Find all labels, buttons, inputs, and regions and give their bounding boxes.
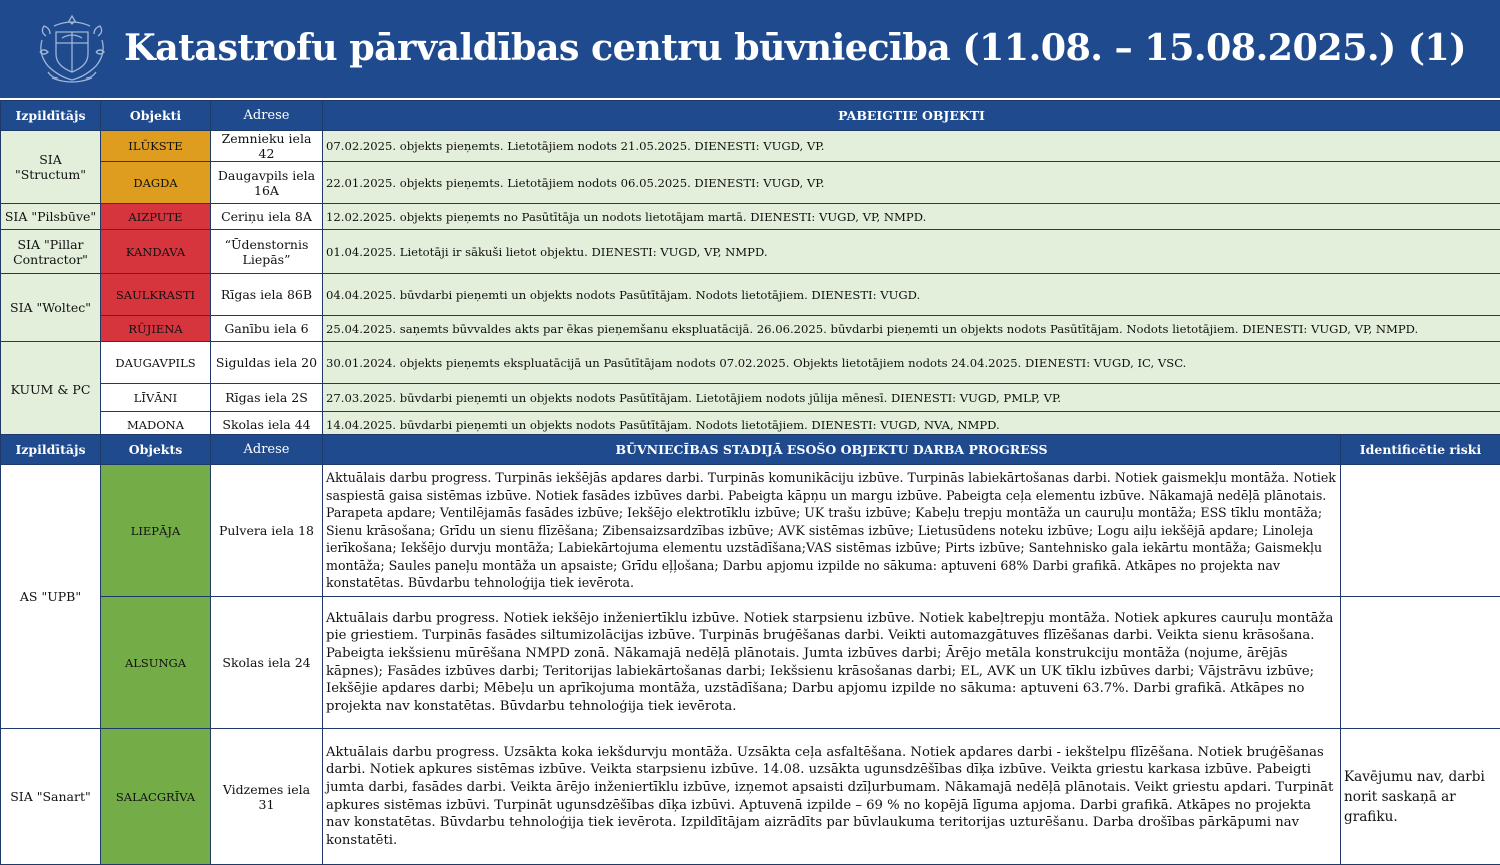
col-header-address: Adrese <box>211 101 323 131</box>
object-cell: SALACGRĪVA <box>101 729 211 865</box>
col-header-object: Objekts <box>101 435 211 465</box>
executor-cell: SIA "Woltec" <box>1 274 101 342</box>
object-cell: MADONA <box>101 412 211 438</box>
progress-cell: Aktuālais darbu progress. Turpinās iekšējās apdares darbi. Turpinās komunikāciju izbūve. Turpinās labiekārtošanas darbi. Notiek gaismekļu montāža. Notiek saspiestā gaisa sistēmas izbūve. Notiek fasādes izbūves darbi. Pabeigta kāpņu un margu izbūve. Pabeigta ceļa elementu izbūve. Nākamajā nedēļā plānotais. Parapeta apdare; Ventilējamās fasādes izbūve; Iekšējo elektrotīklu izbūve; UK trašu izbūve; Kabeļu trepju montāža un cauruļu montāža; ESS tīklu montāža; Sienu krāsošana; Grīdu un sienu flīzēšana; Zibensaizsardzības izbūve; AVK sistēmas izbūve; Lietusūdens noteku izbūve; Logu aiļu iekšējā apdare; Linoleja ierīkošana; Iekšējo durvju montāža; Labiekārtojuma elementu uzstādīšana;VAS sistēmas izbūve; Pirts izbūve; Santehnisko gala iekārtu montāža; Gaismekļu montāža; Saules paneļu montāža un apsaiste; Grīdu eļļošana; Darbu apjomu izpilde no sākuma: aptuveni 68% Darbi grafikā. Atkāpes no projekta nav konstatētas. Būvdarbu tehnoloģija tiek ievērota. <box>323 465 1341 597</box>
address-cell: “Ūdenstornis Liepās” <box>211 230 323 274</box>
object-cell: KANDAVA <box>101 230 211 274</box>
object-cell: RŪJIENA <box>101 316 211 342</box>
page-title: Katastrofu pārvaldības centru būvniecība (11.08. – 15.08.2025.) (1) <box>124 26 1466 69</box>
object-cell: ILŪKSTE <box>101 131 211 162</box>
address-cell: Skolas iela 24 <box>211 597 323 729</box>
table-row <box>1 729 1500 865</box>
progress-cell: Aktuālais darbu progress. Uzsākta koka iekšdurvju montāža. Uzsākta ceļa asfaltēšana. Notiek apdares darbi - iekštelpu flīzēšana. Notiek bruģēšanas darbi. Notiek apkures sistēmas izbūve. Veikta starpsienu izbūve. 14.08. uzsākta ugunsdzēšības dīķa izbūve. Veikta griestu karkasa izbūve. Pabeigti jumta darbi, fasādes darbi. Veikta ārējo inženiertīklu izbūve, izņemot apsaisti dzīļurbumam. Nākamajā nedēļā plānotais. Veikt griestu apdari. Turpināt apkures sistēmas izbūvi. Turpināt ugunsdzēšības dīķa izbūvi. Aptuvenā izpilde – 69 % no kopējā līguma apjoma. Darbi grafikā. Atkāpes no projekta nav konstatētas. Būvdarbu tehnoloģija tiek ievērota. Izpildītājam aizrādīts par būvlaukuma teritorijas uzturēšanu. Darba drošības pārkāpumi nav konstatēti. <box>323 729 1341 865</box>
risk-cell <box>1341 597 1500 729</box>
status-cell: 14.04.2025. būvdarbi pieņemti un objekts nodots Pasūtītājam. Nodots lietotājiem. DIENESTI: VUGD, NVA, NMPD. <box>323 412 1500 438</box>
executor-cell: KUUM & PC <box>1 342 101 438</box>
col-header-progress: BŪVNIECĪBAS STADIJĀ ESOŠO OBJEKTU DARBA PROGRESS <box>323 435 1341 465</box>
col-header-address: Adrese <box>211 435 323 465</box>
table-row <box>1 204 1500 230</box>
completed-objects-table <box>0 100 1500 438</box>
status-cell: 12.02.2025. objekts pieņemts no Pasūtītāja un nodots lietotājam martā. DIENESTI: VUGD, VP, NMPD. <box>323 204 1500 230</box>
latvia-coat-of-arms-icon <box>32 12 112 88</box>
executor-cell: SIA "Pilsbūve" <box>1 204 101 230</box>
table-row <box>1 316 1500 342</box>
col-header-risks: Identificētie riski <box>1341 435 1500 465</box>
status-cell: 04.04.2025. būvdarbi pieņemti un objekts nodots Pasūtītājam. Nodots lietotājiem. DIENESTI: VUGD. <box>323 274 1500 316</box>
status-cell: 01.04.2025. Lietotāji ir sākuši lietot objektu. DIENESTI: VUGD, VP, NMPD. <box>323 230 1500 274</box>
address-cell: Vidzemes iela 31 <box>211 729 323 865</box>
executor-cell: SIA "Structum" <box>1 131 101 204</box>
executor-cell: SIA "Pillar Contractor" <box>1 230 101 274</box>
status-cell: 30.01.2024. objekts pieņemts ekspluatācijā un Pasūtītājam nodots 07.02.2025. Objekts lietotājiem nodots 24.04.2025. DIENESTI: VUGD, IC, VSC. <box>323 342 1500 384</box>
risk-cell <box>1341 465 1500 597</box>
table-row <box>1 384 1500 412</box>
status-cell: 25.04.2025. saņemts būvvaldes akts par ēkas pieņemšanu ekspluatācijā. 26.06.2025. būvdarbi pieņemti un objekts nodots Pasūtītājam. Nodots lietotājiem. DIENESTI: VUGD, VP, NMPD. <box>323 316 1500 342</box>
col-header-completed: PABEIGTIE OBJEKTI <box>323 101 1500 131</box>
address-cell: Siguldas iela 20 <box>211 342 323 384</box>
object-cell: DAUGAVPILS <box>101 342 211 384</box>
table-row <box>1 274 1500 316</box>
address-cell: Zemnieku iela 42 <box>211 131 323 162</box>
progress-objects-table <box>0 434 1500 865</box>
executor-cell: SIA "Sanart" <box>1 729 101 865</box>
object-cell: SAULKRASTI <box>101 274 211 316</box>
object-cell: DAGDA <box>101 162 211 204</box>
table-row <box>1 465 1500 597</box>
address-cell: Daugavpils iela 16A <box>211 162 323 204</box>
object-cell: LIEPĀJA <box>101 465 211 597</box>
object-cell: ALSUNGA <box>101 597 211 729</box>
object-cell: AIZPUTE <box>101 204 211 230</box>
address-cell: Rīgas iela 86B <box>211 274 323 316</box>
address-cell: Pulvera iela 18 <box>211 465 323 597</box>
address-cell: Skolas iela 44 <box>211 412 323 438</box>
status-cell: 22.01.2025. objekts pieņemts. Lietotājiem nodots 06.05.2025. DIENESTI: VUGD, VP. <box>323 162 1500 204</box>
table-row <box>1 162 1500 204</box>
table-row <box>1 597 1500 729</box>
status-cell: 27.03.2025. būvdarbi pieņemti un objekts nodots Pasūtītājam. Lietotājiem nodots jūlija mēnesī. DIENESTI: VUGD, PMLP, VP. <box>323 384 1500 412</box>
col-header-executor: Izpildītājs <box>1 435 101 465</box>
address-cell: Ceriņu iela 8A <box>211 204 323 230</box>
table-row <box>1 131 1500 162</box>
address-cell: Ganību iela 6 <box>211 316 323 342</box>
object-cell: LĪVĀNI <box>101 384 211 412</box>
progress-header-row <box>1 435 1500 465</box>
status-cell: 07.02.2025. objekts pieņemts. Lietotājiem nodots 21.05.2025. DIENESTI: VUGD, VP. <box>323 131 1500 162</box>
risk-cell: Kavējumu nav, darbi norit saskaņā ar grafiku. <box>1341 729 1500 865</box>
completed-header-row <box>1 101 1500 131</box>
address-cell: Rīgas iela 2S <box>211 384 323 412</box>
col-header-executor: Izpildītājs <box>1 101 101 131</box>
page-header <box>0 0 1500 98</box>
table-row <box>1 342 1500 384</box>
col-header-objects: Objekti <box>101 101 211 131</box>
table-row <box>1 230 1500 274</box>
executor-cell: AS "UPB" <box>1 465 101 729</box>
progress-cell: Aktuālais darbu progress. Notiek iekšējo inženiertīklu izbūve. Notiek starpsienu izbūve. Notiek kabeļtrepju montāža. Notiek apkures cauruļu montāža pie griestiem. Turpinās fasādes siltumizolācijas izbūve. Turpinās bruģēšanas darbi. Veikti automazgātuves flīzēšanas darbi. Veikta sienu krāsošana. Pabeigta iekšsienu mūrēšana NMPD zonā. Nākamajā nedēļā plānotais. Jumta izbūves darbi; Ārējo metāla konstrukciju montāža (nojume, ārējās kāpnes); Fasādes izbūves darbi; Teritorijas labiekārtošanas darbi; Iekšsienu krāsošanas darbi; EL, AVK un UK tīklu izbūves darbi; Vājstrāvu izbūve; Iekšējie apdares darbi; Mēbeļu un aprīkojuma montāža, uzstādīšana; Darbu apjomu izpilde no sākuma: aptuveni 63.7%. Darbi grafikā. Atkāpes no projekta nav konstatētas. Būvdarbu tehnoloģija tiek ievērota. <box>323 597 1341 729</box>
